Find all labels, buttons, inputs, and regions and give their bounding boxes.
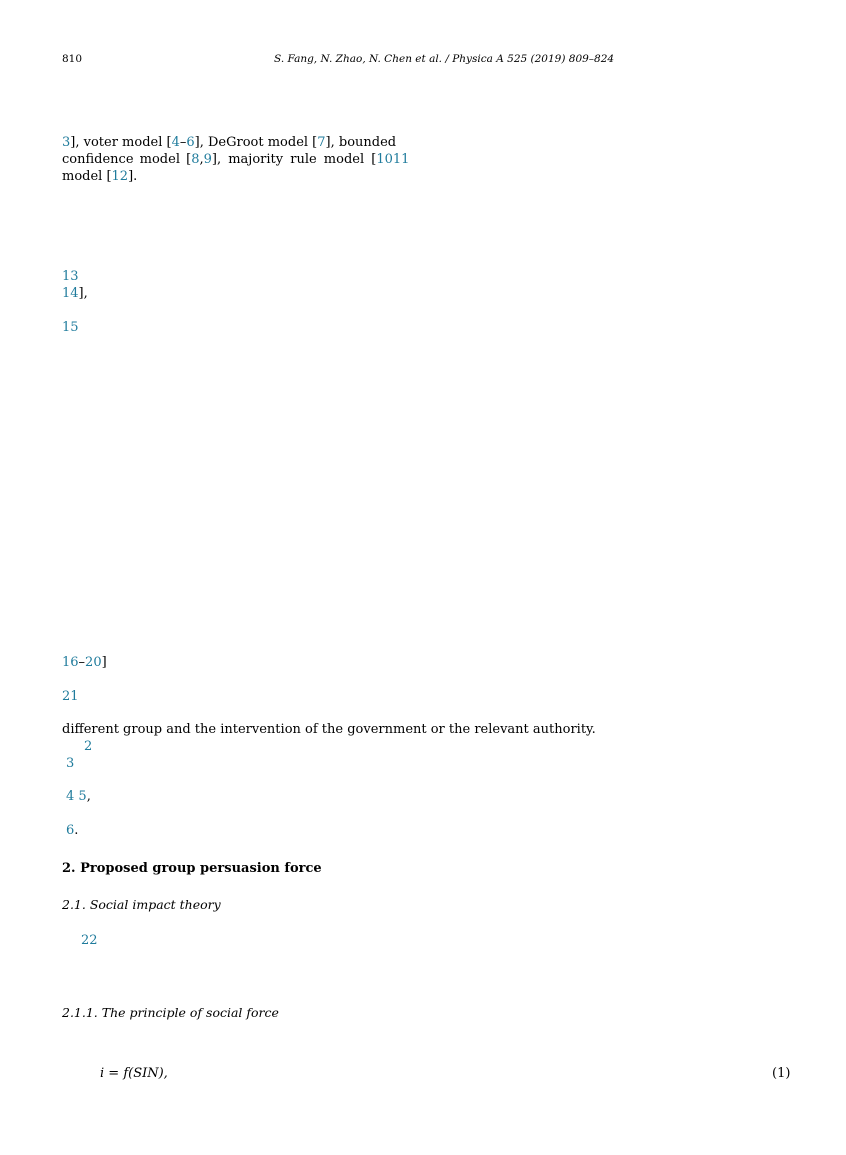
citation-link-20[interactable]: 20 xyxy=(85,655,102,670)
ref-line-13 xyxy=(62,269,79,285)
text-fragment: ], DeGroot model [ xyxy=(194,135,318,150)
section-ref-line-4-5 xyxy=(66,789,91,805)
text-fragment: model [ xyxy=(62,169,112,184)
section-ref-line-6 xyxy=(66,823,78,839)
ref-line-15 xyxy=(62,320,79,336)
citation-link-3[interactable]: 3 xyxy=(62,135,71,150)
text-fragment: ], majority rule model [ xyxy=(211,152,377,167)
intro-line-3 xyxy=(62,169,137,185)
intro-line-1 xyxy=(62,135,396,151)
text-fragment: ], bounded xyxy=(325,135,397,150)
page-number: 810 xyxy=(62,53,83,65)
text-fragment: ] xyxy=(101,655,107,670)
citation-link-7[interactable]: 7 xyxy=(317,135,326,150)
text-fragment: ]. xyxy=(128,169,138,184)
subsubsection-heading-2-1-1: 2.1.1. The principle of social force xyxy=(62,1005,279,1020)
citation-link-21[interactable]: 21 xyxy=(62,689,79,704)
section-link-6[interactable]: 6 xyxy=(66,823,75,838)
section-heading-2: 2. Proposed group persuasion force xyxy=(62,861,322,876)
range-dash: – xyxy=(78,655,86,670)
section-link-5[interactable]: 5 xyxy=(78,789,87,804)
citation-link-8[interactable]: 8 xyxy=(191,152,200,167)
citation-link-14[interactable]: 14 xyxy=(62,286,79,301)
equation-1: i = f(SIN), xyxy=(100,1066,168,1081)
text-fragment: ], voter model [ xyxy=(70,135,172,150)
section-link-3[interactable]: 3 xyxy=(66,756,75,771)
ref-line-22 xyxy=(81,933,98,949)
citation-link-22[interactable]: 22 xyxy=(81,933,98,948)
range-dash: – xyxy=(179,135,187,150)
citation-link-11[interactable]: 11 xyxy=(392,152,410,167)
citation-link-12[interactable]: 12 xyxy=(111,169,129,184)
text-fragment: , xyxy=(86,789,91,804)
intro-line-2 xyxy=(62,152,409,168)
separator-comma: , xyxy=(199,152,204,167)
section-ref-line-2 xyxy=(84,739,92,755)
equation-number-1: (1) xyxy=(772,1066,791,1081)
citation-link-6[interactable]: 6 xyxy=(186,135,195,150)
section-link-4[interactable]: 4 xyxy=(66,789,75,804)
subsection-heading-2-1: 2.1. Social impact theory xyxy=(62,897,221,912)
citation-link-4[interactable]: 4 xyxy=(171,135,180,150)
ref-line-14 xyxy=(62,286,88,302)
ref-line-21 xyxy=(62,689,79,705)
running-header-citation: S. Fang, N. Zhao, N. Chen et al. / Physica A 525 (2019) 809–824 xyxy=(274,53,615,65)
ref-line-16-20 xyxy=(62,655,107,671)
citation-link-10[interactable]: 10 xyxy=(376,152,393,167)
citation-link-13[interactable]: 13 xyxy=(62,269,79,284)
citation-link-15[interactable]: 15 xyxy=(62,320,79,335)
paragraph-line: different group and the intervention of the government or the relevant authority. xyxy=(62,722,596,737)
text-fragment: confidence model [ xyxy=(62,152,192,167)
text-fragment: ], xyxy=(78,286,88,301)
section-ref-line-3 xyxy=(66,756,74,772)
section-link-2[interactable]: 2 xyxy=(84,739,93,754)
citation-link-16[interactable]: 16 xyxy=(62,655,79,670)
text-fragment: . xyxy=(74,823,79,838)
citation-link-9[interactable]: 9 xyxy=(203,152,212,167)
